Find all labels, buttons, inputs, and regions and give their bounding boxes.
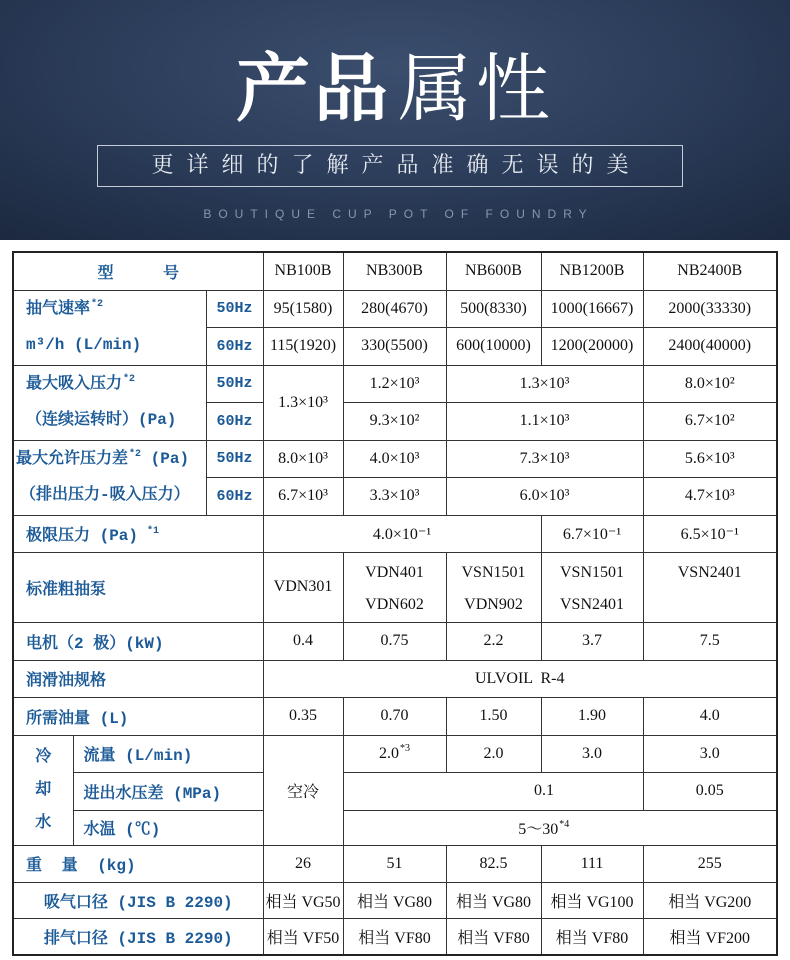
outlet-value: 相当 VF200	[643, 918, 777, 955]
cooling-temperature-row	[13, 810, 777, 845]
rough-pump-cell	[446, 552, 541, 622]
ultimate-pressure-value: 4.0×10⁻¹	[263, 515, 541, 552]
motor-value: 0.75	[343, 622, 446, 660]
pumping-speed-value: 280(4670)	[343, 290, 446, 327]
cooling-flow-row	[13, 735, 777, 772]
cooling-nb100b-air: 空冷	[263, 735, 343, 845]
spec-table	[12, 251, 778, 956]
rough-pump-model: VDN301	[273, 578, 333, 595]
cooling-temperature-value	[343, 810, 777, 845]
cooling-flow-value: 2.0	[446, 735, 541, 772]
weight-value: 111	[541, 845, 643, 882]
footnote-marker: *2	[91, 299, 104, 310]
pumping-speed-value: 1200(20000)	[541, 327, 643, 365]
title-bold: 产品	[236, 46, 392, 132]
weight-label: 重 量 (kg)	[13, 845, 263, 882]
motor-row	[13, 622, 777, 660]
outlet-value: 相当 VF80	[343, 918, 446, 955]
max-pressure-diff-value: 5.6×10³	[643, 440, 777, 477]
pumping-speed-title	[26, 291, 206, 327]
cooling-pressure-value: 0.1	[343, 772, 643, 810]
ultimate-pressure-value: 6.7×10⁻¹	[541, 515, 643, 552]
max-suction-value: 6.7×10²	[643, 402, 777, 440]
inlet-row	[13, 882, 777, 918]
cooling-flow-value: 3.0	[541, 735, 643, 772]
oil-volume-value: 0.70	[343, 697, 446, 735]
pumping-speed-value: 2000(33330)	[643, 290, 777, 327]
rough-pump-model: VDN602	[365, 595, 424, 613]
hz-50: 50Hz	[206, 365, 263, 402]
rough-pump-model: VSN1501	[559, 563, 624, 581]
lubricant-value: ULVOIL R-4	[263, 660, 777, 697]
rough-pump-model: VDN401	[365, 563, 424, 581]
inlet-value: 相当 VG80	[446, 882, 541, 918]
pumping-speed-value: 95(1580)	[263, 290, 343, 327]
model-nb2400b: NB2400B	[643, 252, 777, 290]
rough-pump-cell	[541, 552, 643, 622]
pumping-speed-value: 330(5500)	[343, 327, 446, 365]
max-pressure-diff-value: 8.0×10³	[263, 440, 343, 477]
pumping-speed-value: 1000(16667)	[541, 290, 643, 327]
weight-value: 51	[343, 845, 446, 882]
hz-60: 60Hz	[206, 327, 263, 365]
subtitle-box: 更详细的了解产品准确无误的美	[97, 145, 683, 187]
hero-banner	[0, 0, 790, 240]
motor-value: 0.4	[263, 622, 343, 660]
max-pressure-diff-text: 最大允许压力差	[16, 450, 129, 468]
max-pressure-diff-value: 4.0×10³	[343, 440, 446, 477]
outlet-value: 相当 VF80	[541, 918, 643, 955]
max-suction-value: 8.0×10²	[643, 365, 777, 402]
rough-pump-cell	[343, 552, 446, 622]
oil-volume-value: 4.0	[643, 697, 777, 735]
oil-volume-value: 1.90	[541, 697, 643, 735]
ultimate-pressure-row	[13, 515, 777, 552]
max-suction-value: 9.3×10²	[343, 402, 446, 440]
oil-volume-value: 0.35	[263, 697, 343, 735]
max-suction-pressure-text: 最大吸入压力	[26, 375, 123, 393]
max-pressure-diff-label	[13, 440, 206, 515]
cooling-pressure-row	[13, 772, 777, 810]
rough-pump-model: VSN2401	[677, 563, 742, 581]
oil-volume-value: 1.50	[446, 697, 541, 735]
max-suction-value: 1.3×10³	[446, 365, 643, 402]
inlet-label: 吸气口径 (JIS B 2290)	[13, 882, 263, 918]
rough-pump-cell	[643, 552, 777, 622]
weight-row	[13, 845, 777, 882]
pumping-speed-value: 600(10000)	[446, 327, 541, 365]
max-pressure-diff-value: 7.3×10³	[446, 440, 643, 477]
max-suction-pressure-label	[13, 365, 206, 440]
pumping-speed-value: 2400(40000)	[643, 327, 777, 365]
inlet-value: 相当 VG50	[263, 882, 343, 918]
title-light: 属性	[398, 46, 554, 132]
cooling-flow-label: 流量 (L/min)	[73, 735, 263, 772]
motor-value: 7.5	[643, 622, 777, 660]
outlet-row	[13, 918, 777, 955]
cooling-flow-value: 3.0	[643, 735, 777, 772]
cooling-flow-number: 2.0	[379, 744, 399, 762]
outlet-label: 排气口径 (JIS B 2290)	[13, 918, 263, 955]
page-title	[0, 43, 790, 135]
max-pressure-diff-value: 4.7×10³	[643, 477, 777, 515]
pumping-speed-value: 115(1920)	[263, 327, 343, 365]
cooling-pressure-label: 进出水压差 (MPa)	[73, 772, 263, 810]
max-pressure-diff-value: 6.7×10³	[263, 477, 343, 515]
outlet-value: 相当 VF50	[263, 918, 343, 955]
max-pressure-diff-value: 3.3×10³	[343, 477, 446, 515]
max-suction-pressure-unit: （连续运转时）(Pa)	[26, 411, 177, 429]
max-suction-value: 1.1×10³	[446, 402, 643, 440]
max-pressure-diff-row-50hz	[13, 440, 777, 477]
cooling-temperature-label: 水温 (℃)	[73, 810, 263, 845]
model-nb300b: NB300B	[343, 252, 446, 290]
pumping-speed-text: 抽气速率	[26, 300, 91, 318]
max-suction-row-50hz	[13, 365, 777, 402]
hz-60: 60Hz	[206, 477, 263, 515]
rough-pump-model: VDN902	[464, 595, 523, 613]
rough-pump-row	[13, 552, 777, 622]
cooling-pressure-value: 0.05	[643, 772, 777, 810]
max-suction-value: 1.2×10³	[343, 365, 446, 402]
oil-volume-row	[13, 697, 777, 735]
footnote-marker: *2	[123, 374, 136, 385]
pumping-speed-value: 500(8330)	[446, 290, 541, 327]
model-nb100b: NB100B	[263, 252, 343, 290]
ultimate-pressure-label	[13, 515, 263, 552]
oil-volume-label: 所需油量 (L)	[13, 697, 263, 735]
hz-50: 50Hz	[206, 440, 263, 477]
rough-pump-cell	[263, 552, 343, 622]
motor-value: 2.2	[446, 622, 541, 660]
lubricant-label: 润滑油规格	[13, 660, 263, 697]
cooling-water-label	[13, 735, 73, 845]
pumping-speed-unit: m³/h (L/min)	[26, 336, 142, 354]
weight-value: 26	[263, 845, 343, 882]
model-nb1200b: NB1200B	[541, 252, 643, 290]
lubricant-row	[13, 660, 777, 697]
inlet-value: 相当 VG100	[541, 882, 643, 918]
cooling-flow-value	[343, 735, 446, 772]
max-pressure-diff-unit: (Pa)	[141, 450, 190, 468]
footnote-marker: *3	[400, 742, 410, 754]
max-pressure-diff-sublabel: （排出压力-吸入压力）	[20, 486, 190, 504]
ultimate-pressure-text: 极限压力 (Pa)	[26, 527, 139, 545]
ultimate-pressure-value: 6.5×10⁻¹	[643, 515, 777, 552]
footnote-marker: *2	[129, 449, 142, 460]
model-row	[13, 252, 777, 290]
outlet-value: 相当 VF80	[446, 918, 541, 955]
rough-pump-model: VSN1501	[461, 563, 526, 581]
model-label: 型 号	[13, 252, 263, 290]
max-suction-nb100b: 1.3×10³	[263, 365, 343, 440]
motor-value: 3.7	[541, 622, 643, 660]
tagline: BOUTIQUE CUP POT OF FOUNDRY	[203, 207, 594, 221]
hz-50: 50Hz	[206, 290, 263, 327]
rough-pump-model: VSN2401	[559, 595, 624, 613]
rough-pump-label: 标准粗抽泵	[13, 552, 263, 622]
inlet-value: 相当 VG80	[343, 882, 446, 918]
max-pressure-diff-title	[16, 441, 206, 477]
footnote-marker: *1	[147, 526, 160, 537]
inlet-value: 相当 VG200	[643, 882, 777, 918]
cooling-water-text: 冷却水	[35, 747, 52, 832]
pumping-speed-label	[13, 290, 206, 365]
max-suction-pressure-title	[26, 366, 206, 402]
cooling-temperature-range: 5～30	[518, 821, 559, 838]
footnote-marker: *4	[559, 819, 570, 830]
hz-60: 60Hz	[206, 402, 263, 440]
model-nb600b: NB600B	[446, 252, 541, 290]
weight-value: 255	[643, 845, 777, 882]
max-pressure-diff-value: 6.0×10³	[446, 477, 643, 515]
weight-value: 82.5	[446, 845, 541, 882]
motor-label: 电机（2 极）(kW)	[13, 622, 263, 660]
pumping-speed-row-50hz	[13, 290, 777, 327]
